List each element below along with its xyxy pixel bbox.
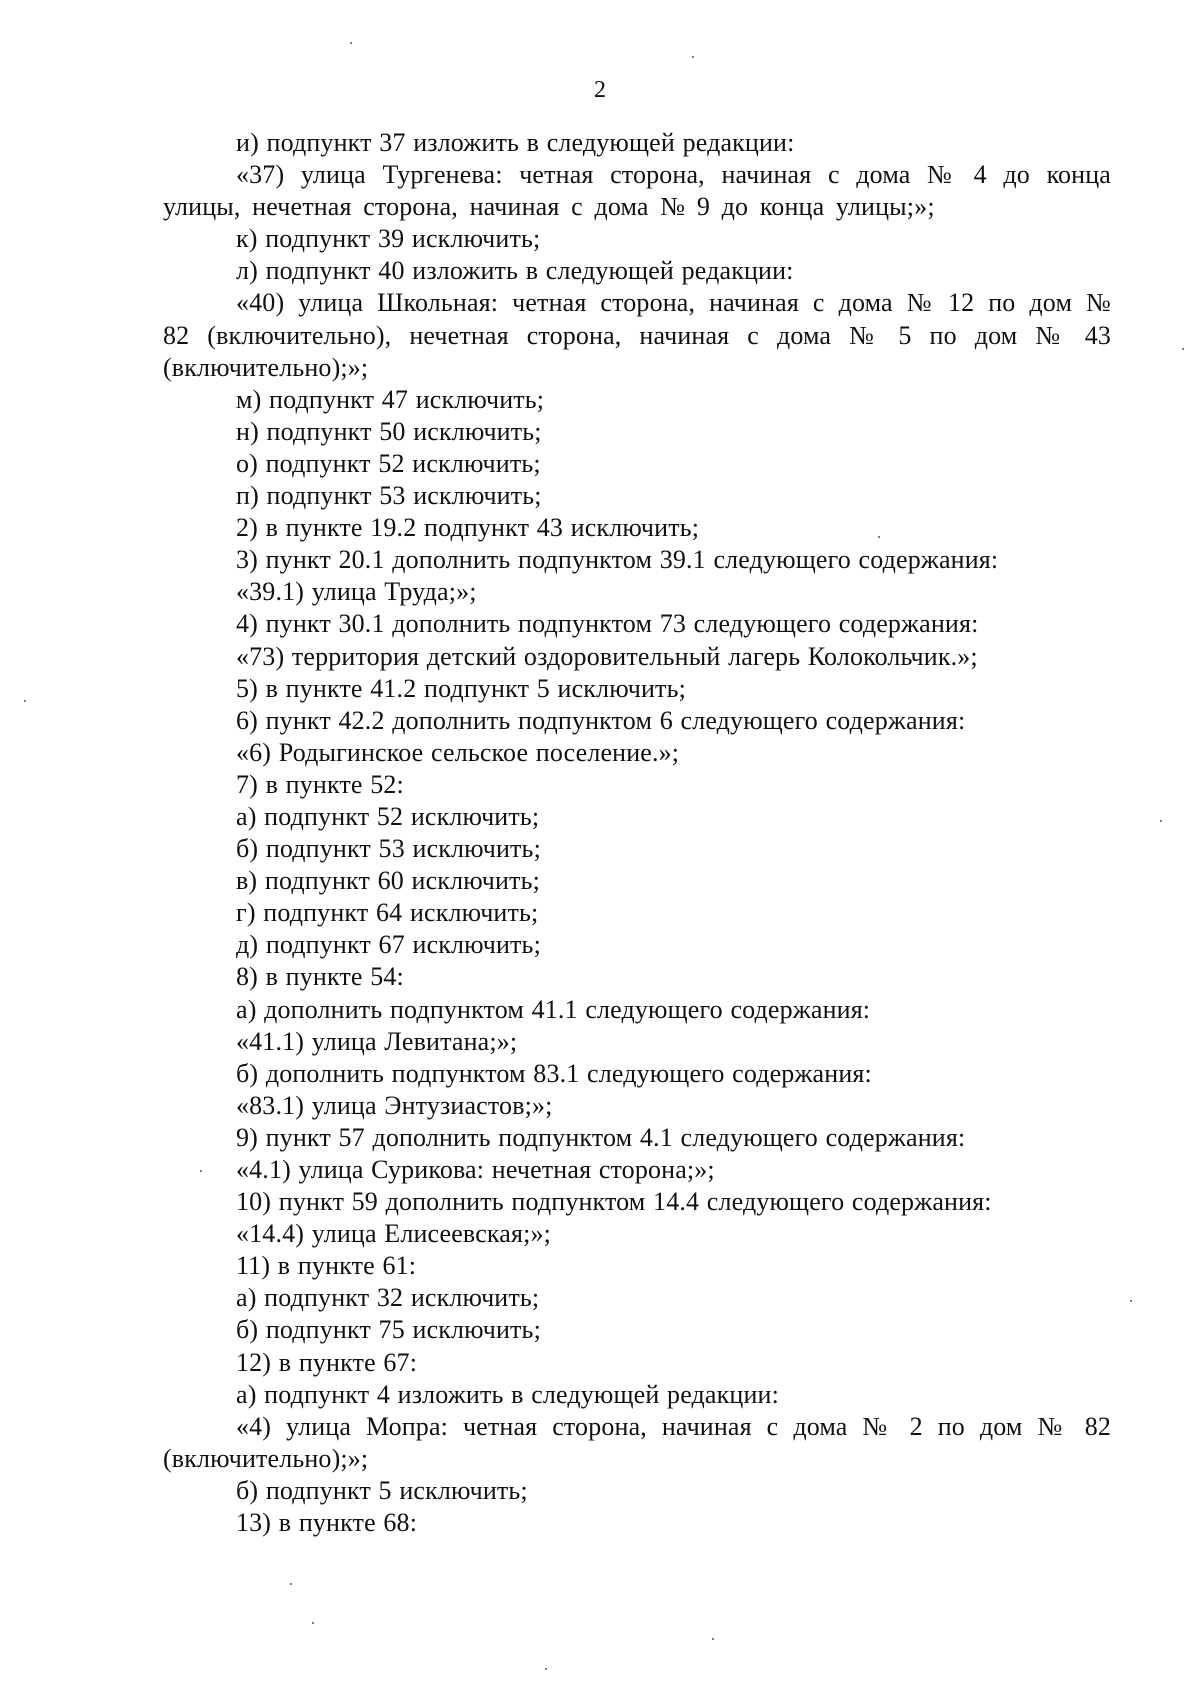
paragraph-28: «83.1) улица Энтузиастов;»;: [236, 1090, 553, 1120]
paragraph-33: 11) в пункте 61:: [236, 1251, 417, 1281]
paragraph-37: а) подпункт 4 изложить в следующей редакции:: [236, 1379, 779, 1409]
scan-speck: [1160, 820, 1162, 822]
paragraph-17: «6) Родыгинское сельское поселение.»;: [236, 737, 680, 767]
paragraph-30: «4.1) улица Сурикова: нечетная сторона;»;: [236, 1155, 715, 1184]
scan-speck: [312, 1622, 314, 1624]
paragraph-5: «40) улица Школьная: четная сторона, начиная с дома № 12 по дом № 82 (включительно), нечетная сторона, начиная с дома № 5 по дом № 43 (включительно);»;: [163, 288, 1111, 382]
paragraph-20: б) подпункт 53 исключить;: [236, 834, 541, 864]
paragraph-15: 5) в пункте 41.2 подпункт 5 исключить;: [236, 673, 686, 703]
paragraph-29: 9) пункт 57 дополнить подпунктом 4.1 следующего содержания:: [236, 1122, 966, 1152]
paragraph-35: б) подпункт 75 исключить;: [236, 1315, 541, 1345]
paragraph-36: 12) в пункте 67:: [236, 1347, 418, 1377]
scan-speck: [1130, 1300, 1132, 1302]
page-number: 2: [594, 77, 606, 103]
paragraph-13: 4) пункт 30.1 дополнить подпунктом 73 следующего содержания:: [236, 609, 979, 639]
scan-speck: [692, 56, 694, 58]
paragraph-6: м) подпункт 47 исключить;: [236, 384, 545, 414]
paragraph-16: 6) пункт 42.2 дополнить подпунктом 6 следующего содержания:: [236, 705, 966, 735]
paragraph-31: 10) пункт 59 дополнить подпунктом 14.4 следующего содержания:: [236, 1187, 992, 1217]
paragraph-34: а) подпункт 32 исключить;: [236, 1283, 540, 1313]
scan-speck: [200, 1170, 202, 1172]
paragraph-18: 7) в пункте 52:: [236, 769, 404, 799]
paragraph-25: а) дополнить подпунктом 41.1 следующего содержания:: [236, 994, 871, 1024]
paragraph-40: 13) в пункте 68:: [236, 1508, 418, 1538]
scan-speck: [545, 1668, 547, 1670]
paragraph-12: «39.1) улица Труда;»;: [236, 577, 477, 607]
paragraph-39: б) подпункт 5 исключить;: [236, 1475, 528, 1505]
paragraph-8: о) подпункт 52 исключить;: [236, 448, 541, 478]
paragraph-14: «73) территория детский оздоровительный лагерь Колокольчик.»;: [236, 641, 978, 671]
paragraph-38: «4) улица Мопра: четная сторона, начиная с дома № 2 по дом № 82 (включительно);»;: [163, 1411, 1111, 1473]
paragraph-32: «14.4) улица Елисеевская;»;: [236, 1219, 551, 1249]
paragraph-10: 2) в пункте 19.2 подпункт 43 исключить;: [236, 513, 700, 543]
scan-speck: [712, 1638, 714, 1640]
scan-speck: [350, 42, 352, 44]
paragraph-9: п) подпункт 53 исключить;: [236, 481, 542, 511]
paragraph-2: «37) улица Тургенева: четная сторона, начиная с дома № 4 до конца улицы, нечетная сторона, начиная с дома № 9 до конца улицы;»;: [163, 160, 1111, 222]
paragraph-1: и) подпункт 37 изложить в следующей редакции:: [236, 128, 795, 157]
scan-speck: [1182, 348, 1184, 350]
scan-speck: [290, 1583, 292, 1585]
paragraph-4: л) подпункт 40 изложить в следующей редакции:: [236, 256, 794, 286]
paragraph-27: б) дополнить подпунктом 83.1 следующего содержания:: [236, 1058, 872, 1088]
paragraph-3: к) подпункт 39 исключить;: [236, 224, 541, 254]
paragraph-11: 3) пункт 20.1 дополнить подпунктом 39.1 следующего содержания:: [236, 545, 999, 575]
paragraph-26: «41.1) улица Левитана;»;: [236, 1026, 518, 1056]
paragraph-21: в) подпункт 60 исключить;: [236, 866, 540, 896]
document-body: [163, 127, 1111, 1539]
scan-speck: [24, 700, 26, 702]
scan-speck: [878, 536, 880, 538]
paragraph-23: д) подпункт 67 исключить;: [236, 930, 541, 960]
paragraph-19: а) подпункт 52 исключить;: [236, 801, 540, 831]
paragraph-7: н) подпункт 50 исключить;: [236, 416, 542, 446]
paragraph-24: 8) в пункте 54:: [236, 962, 404, 992]
paragraph-22: г) подпункт 64 исключить;: [236, 898, 539, 928]
